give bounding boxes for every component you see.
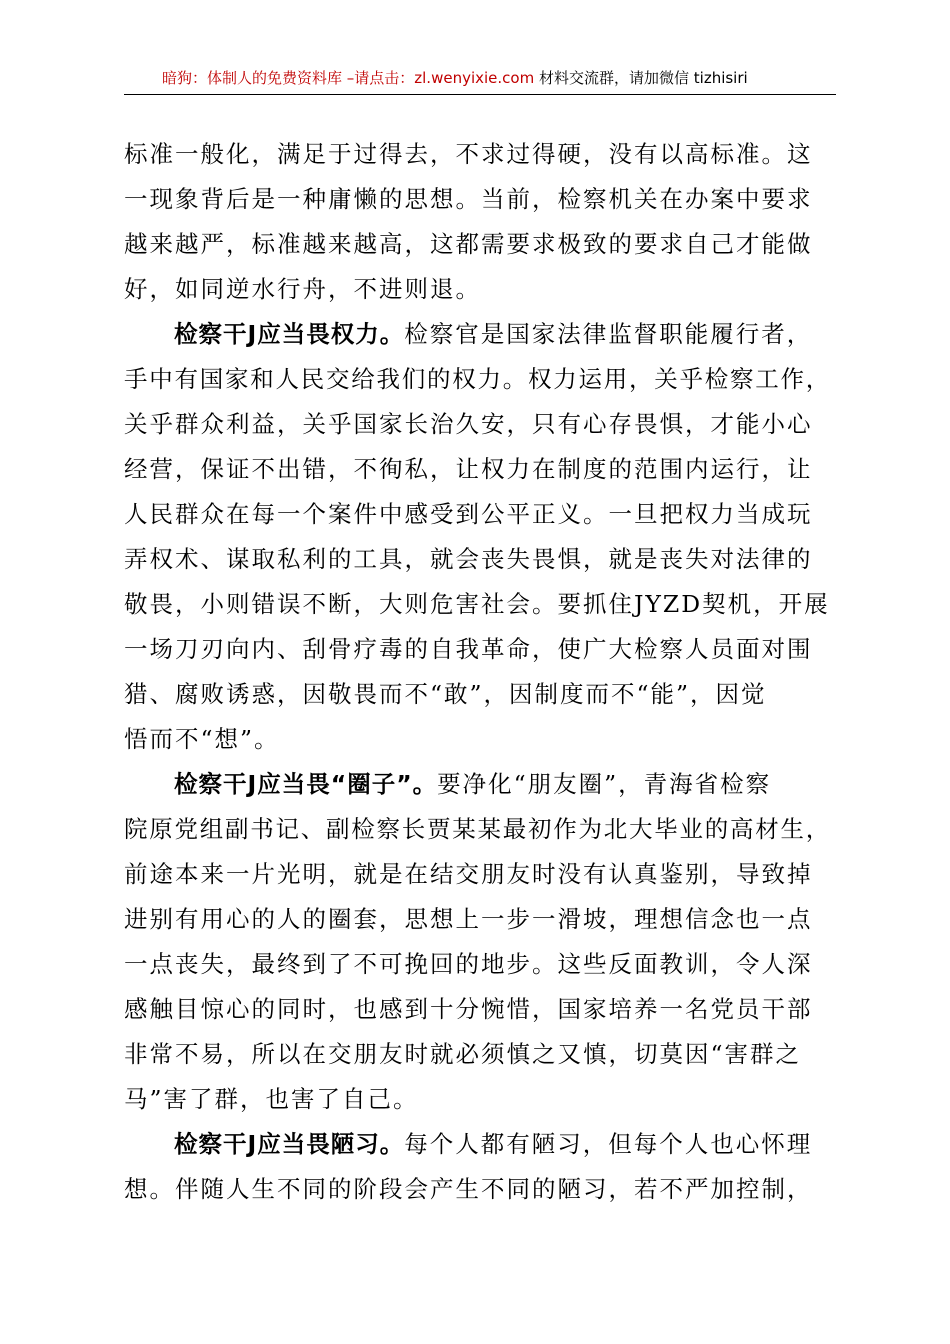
text-run: 检察官是国家法律监督职能履行者， [404, 320, 813, 348]
text-run: 每个人都有陋习，但每个人也心怀理 [404, 1130, 813, 1158]
text-line: 院原党组副书记、副检察长贾某某最初作为北大毕业的高材生， [124, 815, 831, 843]
text-line: 感触目惊心的同时，也感到十分惋惜，国家培养一名党员干部 [124, 995, 813, 1023]
header-contact-text: 材料交流群，请加微信 tizhisiri [539, 69, 748, 87]
text-line: 非常不易，所以在交朋友时就必须慎之又慎，切莫因“害群之 [124, 1040, 802, 1068]
paragraph-heading: 检察干J应当畏“圈子”。 [174, 770, 438, 798]
document-body [124, 132, 836, 1212]
text-line: 好，如同逆水行舟，不进则退。 [124, 275, 481, 303]
text-line: 前途本来一片光明，就是在结交朋友时没有认真鉴别，导致掉 [124, 860, 813, 888]
text-line: 想。伴随人生不同的阶段会产生不同的陋习，若不严加控制， [124, 1175, 813, 1203]
text-line [124, 312, 836, 357]
page-header [124, 66, 836, 90]
text-run: 要净化“朋友圈”，青海省检察 [437, 770, 772, 798]
paragraph [124, 132, 836, 312]
text-line: 人民群众在每一个案件中感受到公平正义。一旦把权力当成玩 [124, 500, 813, 528]
paragraph-heading: 检察干J应当畏陋习。 [174, 1130, 405, 1158]
text-line: 猎、腐败诱惑，因敬畏而不“敢”，因制度而不“能”，因觉 [124, 680, 767, 708]
text-line: 一场刀刃向内、刮骨疗毒的自我革命，使广大检察人员面对围 [124, 635, 813, 663]
text-line: 进别有用心的人的圈套，思想上一步一滑坡，理想信念也一点 [124, 905, 813, 933]
paragraph [124, 312, 836, 762]
text-line: 关乎群众利益，关乎国家长治久安，只有心存畏惧，才能小心 [124, 410, 813, 438]
text-line [124, 762, 836, 807]
text-line: 经营，保证不出错，不徇私，让权力在制度的范围内运行，让 [124, 455, 813, 483]
paragraph-heading: 检察干J应当畏权力。 [174, 320, 405, 348]
text-line: 马”害了群，也害了自己。 [124, 1085, 419, 1113]
text-line [124, 1122, 836, 1167]
text-line: 弄权术、谋取私利的工具，就会丧失畏惧，就是丧失对法律的 [124, 545, 813, 573]
header-promo-link[interactable]: 暗狗：体制人的免费资料库 –请点击：zl.wenyixie.com [162, 69, 535, 87]
header-divider [124, 94, 836, 95]
text-line: 越来越严，标准越来越高，这都需要求极致的要求自己才能做 [124, 230, 813, 258]
paragraph [124, 762, 836, 1122]
paragraph [124, 1122, 836, 1212]
text-line: 敬畏，小则错误不断，大则危害社会。要抓住JYZD契机，开展 [124, 590, 830, 618]
text-line: 一现象背后是一种庸懒的思想。当前，检察机关在办案中要求 [124, 185, 813, 213]
text-line: 一点丧失，最终到了不可挽回的地步。这些反面教训，令人深 [124, 950, 813, 978]
text-line: 标准一般化，满足于过得去，不求过得硬，没有以高标准。这 [124, 140, 813, 168]
text-line: 手中有国家和人民交给我们的权力。权力运用，关乎检察工作， [124, 365, 831, 393]
text-line: 悟而不“想”。 [124, 725, 280, 753]
